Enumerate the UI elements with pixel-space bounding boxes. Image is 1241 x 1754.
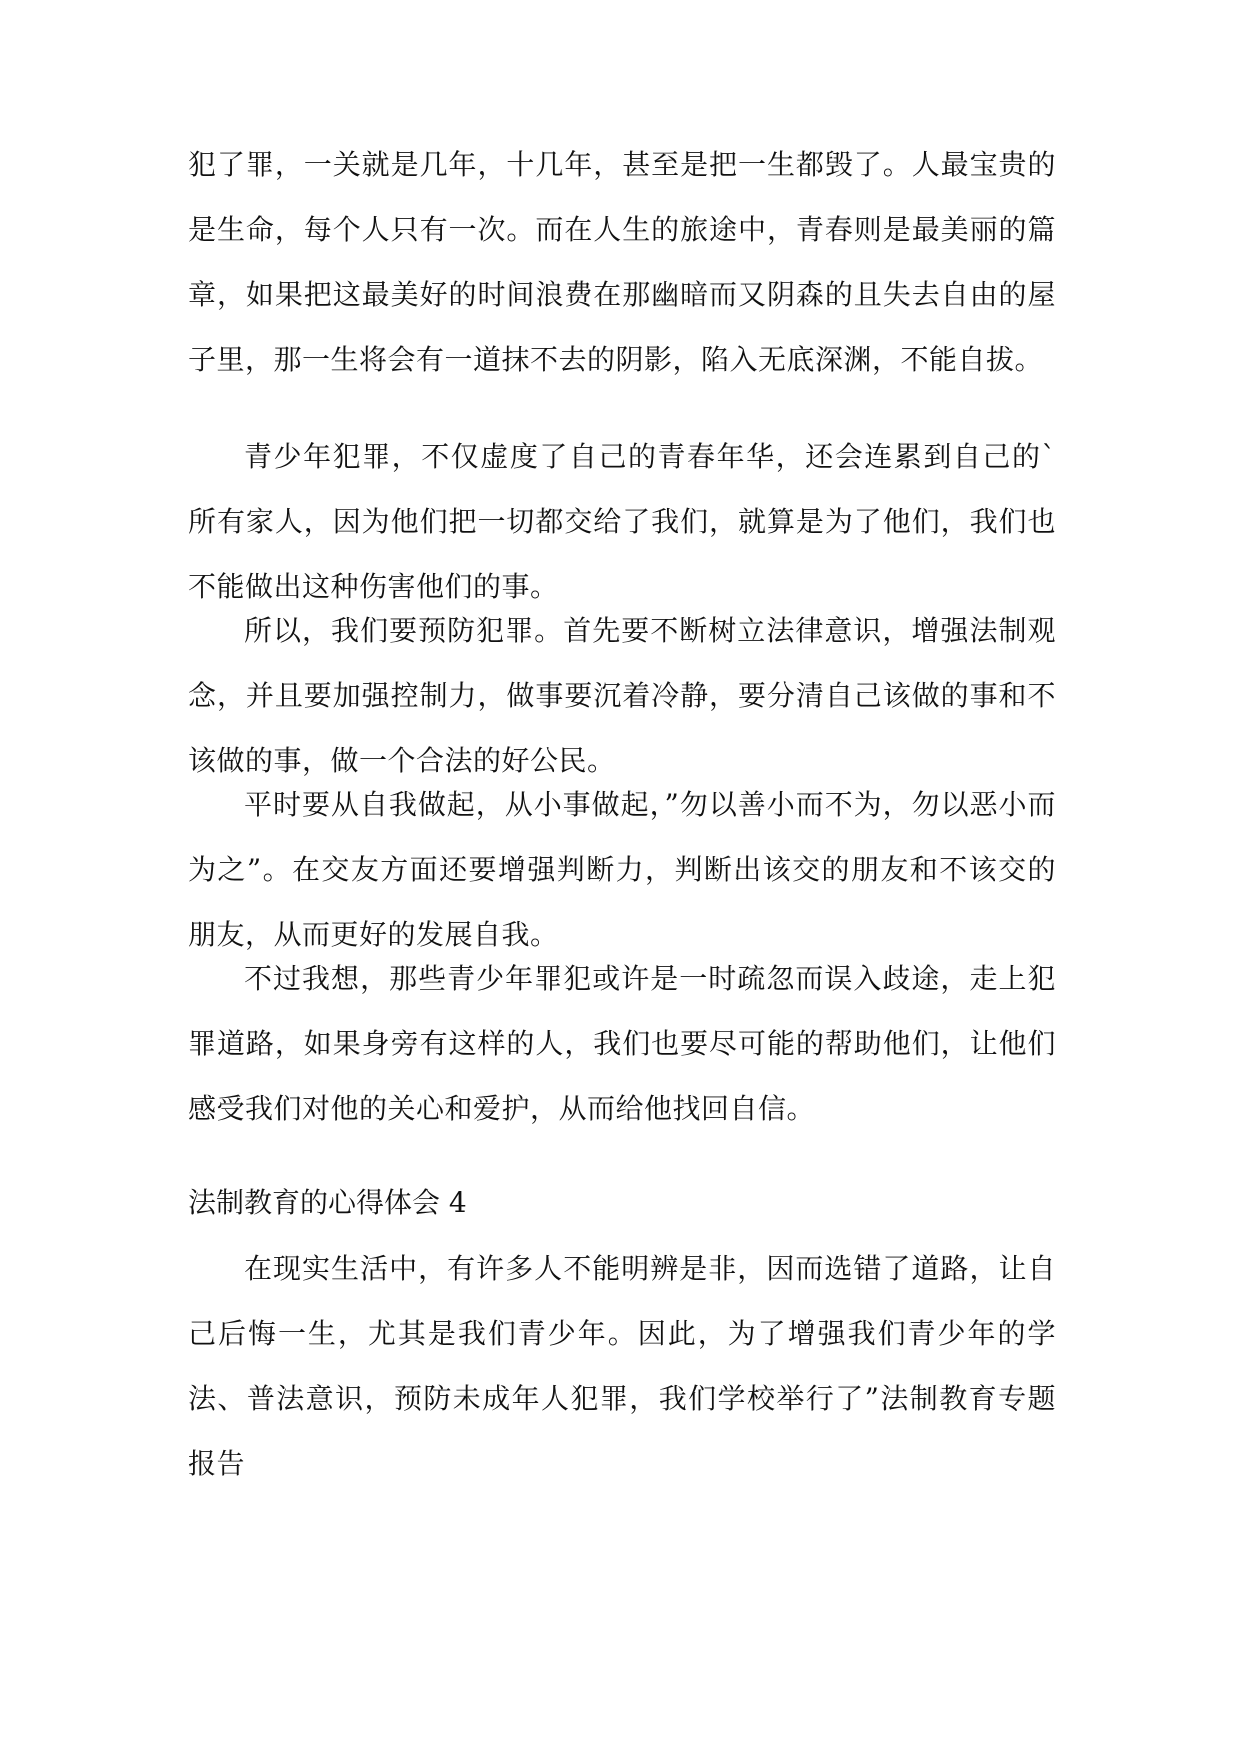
paragraph-prevent-crime: 所以，我们要预防犯罪。首先要不断树立法律意识，增强法制观念，并且要加强控制力，做事要沉着冷静，要分清自己该做的事和不该做的事，做一个合法的好公民。 (188, 614, 1056, 777)
paragraph-continued: 犯了罪，一关就是几年，十几年，甚至是把一生都毁了。人最宝贵的是生命，每个人只有一次。而在人生的旅途中，青春则是最美丽的篇章，如果把这最美好的时间浪费在那幽暗而又阴森的且失去自由的屋子里，那一生将会有一道抹不去的阴影，陷入无底深渊，不能自拔。 (188, 148, 1056, 376)
paragraph-help-others: 不过我想，那些青少年罪犯或许是一时疏忽而误入歧途，走上犯罪道路，如果身旁有这样的人，我们也要尽可能的帮助他们，让他们感受我们对他的关心和爱护，从而给他找回自信。 (188, 962, 1056, 1125)
paragraph-section-intro: 在现实生活中，有许多人不能明辨是非，因而选错了道路，让自己后悔一生，尤其是我们青少年。因此，为了增强我们青少年的学法、普法意识，预防未成年人犯罪，我们学校举行了”法制教育专题报告 (188, 1252, 1056, 1480)
paragraph-youth-crime: 青少年犯罪，不仅虚度了自己的青春年华，还会连累到自己的`所有家人，因为他们把一切都交给了我们，就算是为了他们，我们也不能做出这种伤害他们的事。 (188, 440, 1056, 603)
paragraph-start-from-self: 平时要从自我做起，从小事做起，”勿以善小而不为，勿以恶小而为之”。在交友方面还要增强判断力，判断出该交的朋友和不该交的朋友，从而更好的发展自我。 (188, 788, 1056, 951)
section-heading: 法制教育的心得体会 4 (188, 1186, 467, 1219)
